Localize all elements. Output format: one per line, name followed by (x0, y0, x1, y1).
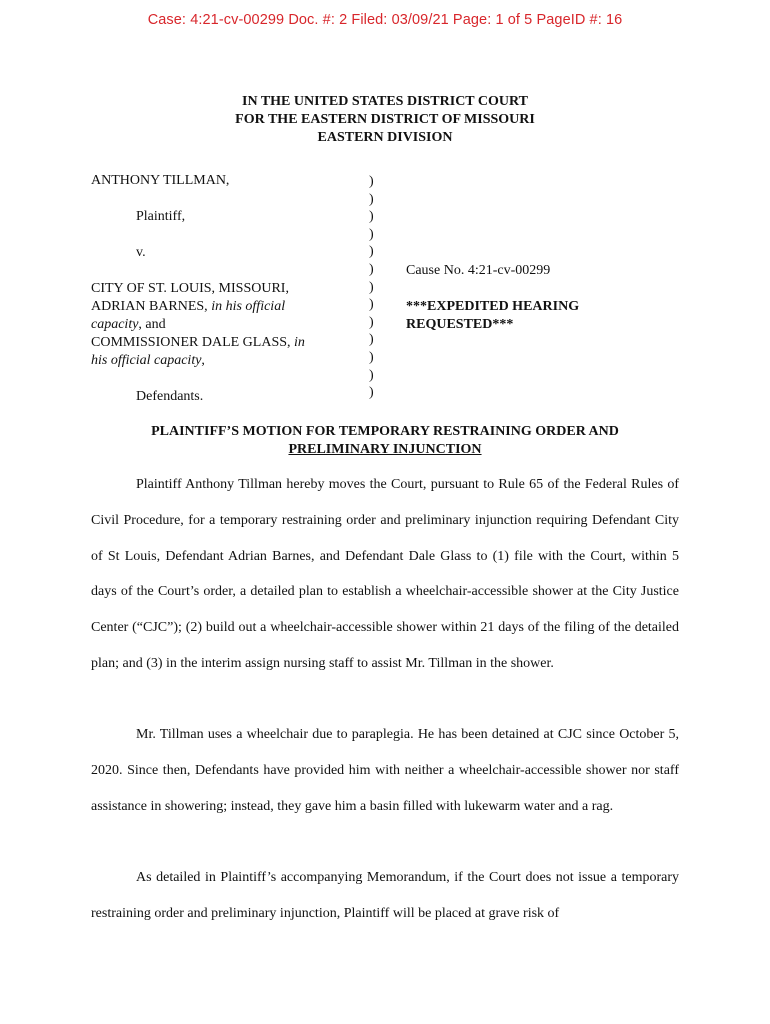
motion-title-line-1: PLAINTIFF’S MOTION FOR TEMPORARY RESTRAINING ORDER AND (151, 424, 619, 439)
paragraph-2 (91, 717, 679, 824)
caption-paren: ) (369, 191, 374, 207)
paragraph-1-text: Plaintiff Anthony Tillman hereby moves the Court, pursuant to Rule 65 of the Federal Rules of Civil Procedure, for a temporary restraining order and preliminary injunction requiring Defendant City of St Louis, Defendant Adrian Barnes, and Defendant Dale Glass to (1) file with the Court, within 5 days of the Court’s order, a detailed plan to establish a wheelchair-accessible shower at the City Justice Center (“CJC”); (2) build out a wheelchair-accessible shower within 21 days of the filing of the detailed plan; and (3) in the interim assign nursing staff to assist Mr. Tillman in the shower. (91, 477, 679, 671)
defendant-city: CITY OF ST. LOUIS, MISSOURI, (91, 281, 289, 296)
expedited-hearing-line-2: REQUESTED*** (406, 317, 514, 332)
defendants-role: Defendants. (136, 389, 204, 404)
motion-title (0, 423, 770, 459)
paragraph-1 (91, 467, 679, 682)
defendant-barnes-name: ADRIAN BARNES, (91, 299, 212, 314)
caption-paren: ) (369, 367, 374, 383)
defendant-barnes-capacity: in his official (211, 299, 286, 314)
caption-paren: ) (369, 226, 374, 242)
court-heading-line-2: FOR THE EASTERN DISTRICT OF MISSOURI (235, 112, 535, 127)
cause-number: Cause No. 4:21-cv-00299 (406, 263, 551, 278)
defendant-glass-cont (91, 352, 205, 370)
caption-paren: ) (369, 279, 374, 295)
defendant-glass-comma: , (201, 353, 205, 368)
defendant-glass-capacity-b: his official capacity (91, 353, 202, 368)
caption-paren: ) (369, 174, 374, 189)
case-header-stamp: Case: 4:21-cv-00299 Doc. #: 2 Filed: 03/09/21 Page: 1 of 5 PageID #: 16 (147, 12, 623, 28)
caption-paren: ) (369, 209, 374, 225)
defendant-glass (91, 334, 305, 352)
expedited-hearing-line-1: ***EXPEDITED HEARING (406, 299, 580, 314)
paragraph-3-text: As detailed in Plaintiff’s accompanying Memorandum, if the Court does not issue a temporary restraining order and preliminary injunction, Plaintiff will be placed at grave risk of (91, 870, 679, 921)
defendant-barnes-and: , and (138, 317, 166, 332)
caption-paren-column (369, 173, 374, 402)
caption-paren: ) (369, 261, 374, 277)
defendant-barnes-cont (91, 316, 166, 334)
caption-paren: ) (369, 297, 374, 313)
court-heading-line-1: IN THE UNITED STATES DISTRICT COURT (242, 94, 528, 109)
caption-paren: ) (369, 314, 374, 330)
court-heading (0, 93, 770, 147)
court-heading-line-3: EASTERN DIVISION (317, 130, 453, 145)
plaintiff-name: ANTHONY TILLMAN, (91, 173, 230, 188)
defendant-barnes-capacity-cont: capacity (91, 317, 139, 332)
caption-paren: ) (369, 244, 374, 260)
defendant-glass-capacity-a: in (294, 335, 305, 350)
caption-paren: ) (369, 349, 374, 365)
defendant-glass-name: COMMISSIONER DALE GLASS, (91, 335, 295, 350)
versus: v. (136, 245, 146, 260)
caption-paren: ) (369, 332, 374, 348)
defendant-barnes (91, 298, 285, 316)
paragraph-3 (91, 860, 679, 932)
caption-paren: ) (369, 385, 374, 401)
paragraph-2-text: Mr. Tillman uses a wheelchair due to paraplegia. He has been detained at CJC since October 5, 2020. Since then, Defendants have provided him with neither a wheelchair-accessible shower nor staff assistance in showering; instead, they gave him a basin filled with lukewarm water and a rag. (91, 727, 679, 814)
plaintiff-role: Plaintiff, (136, 209, 186, 224)
motion-title-line-2: PRELIMINARY INJUNCTION (288, 442, 482, 457)
